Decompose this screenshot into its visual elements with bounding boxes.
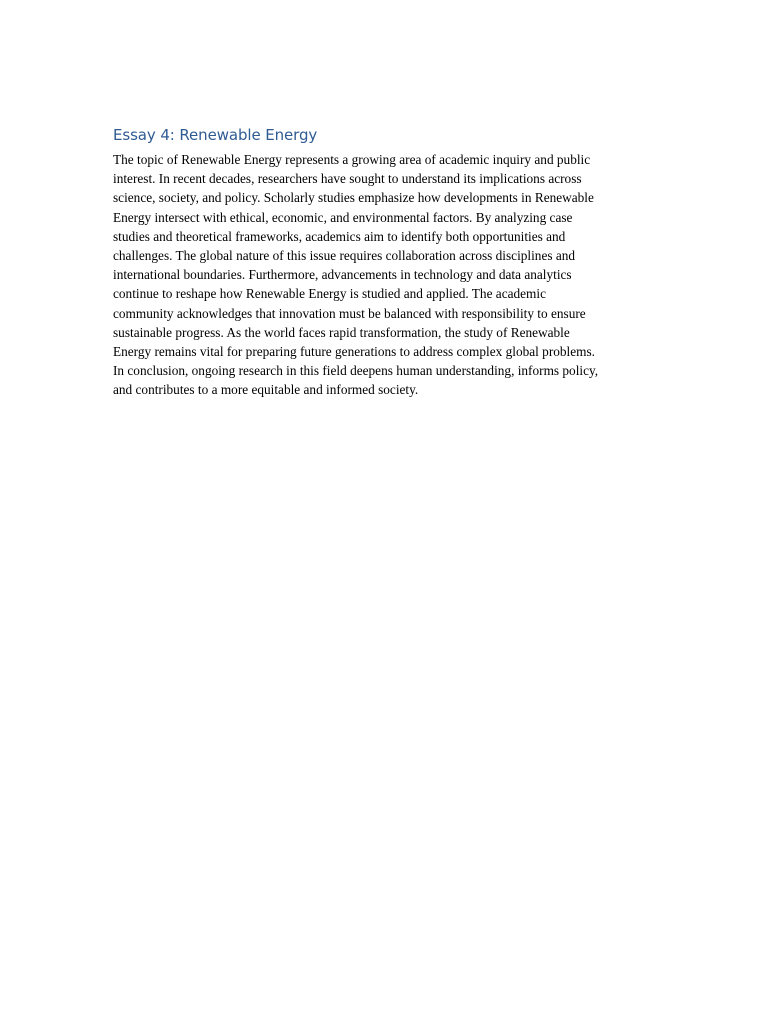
paragraph-line: continue to reshape how Renewable Energy is studied and applied. The academic <box>113 286 546 302</box>
paragraph-line: sustainable progress. As the world faces rapid transformation, the study of Renewable <box>113 324 570 340</box>
paragraph-line: challenges. The global nature of this issue requires collaboration across disciplines and <box>113 248 576 264</box>
paragraph-line: and contributes to a more equitable and informed society. <box>113 382 419 398</box>
paragraph-line: studies and theoretical frameworks, academics aim to identify both opportunities and <box>113 228 566 244</box>
essay-section <box>113 124 658 400</box>
paragraph-line: Energy remains vital for preparing future generations to address complex global problems. <box>113 344 595 360</box>
paragraph-line: community acknowledges that innovation must be balanced with responsibility to ensure <box>113 305 586 321</box>
paragraph-line: In conclusion, ongoing research in this field deepens human understanding, informs policy, <box>113 363 599 379</box>
essay-heading: Essay 4: Renewable Energy <box>113 126 318 144</box>
paragraph-line: interest. In recent decades, researchers have sought to understand its implications across <box>113 171 582 187</box>
essay-paragraph <box>113 150 658 400</box>
paragraph-line: The topic of Renewable Energy represents a growing area of academic inquiry and public <box>113 152 591 167</box>
paragraph-line: science, society, and policy. Scholarly studies emphasize how developments in Renewable <box>113 190 594 206</box>
paragraph-line: Energy intersect with ethical, economic, and environmental factors. By analyzing case <box>113 209 573 225</box>
paragraph-line: international boundaries. Furthermore, advancements in technology and data analytics <box>113 267 572 283</box>
